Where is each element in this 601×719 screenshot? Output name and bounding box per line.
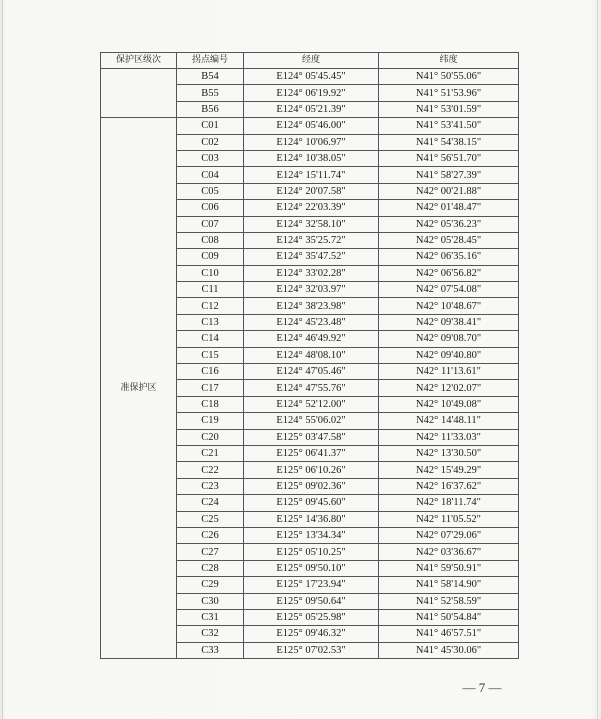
longitude-cell: E124° 35'47.52" — [244, 249, 379, 265]
longitude-cell: E125° 09'45.60" — [244, 495, 379, 511]
point-id-cell: C04 — [177, 167, 244, 183]
latitude-cell: N42° 13'30.50" — [379, 445, 519, 461]
longitude-cell: E124° 33'02.28" — [244, 265, 379, 281]
point-id-cell: C27 — [177, 544, 244, 560]
longitude-cell: E124° 52'12.00" — [244, 396, 379, 412]
longitude-cell: E125° 17'23.94" — [244, 577, 379, 593]
latitude-cell: N42° 06'35.16" — [379, 249, 519, 265]
latitude-cell: N41° 45'30.06" — [379, 642, 519, 658]
point-id-cell: C15 — [177, 347, 244, 363]
longitude-cell: E124° 48'08.10" — [244, 347, 379, 363]
longitude-cell: E125° 05'25.98" — [244, 609, 379, 625]
coordinates-table — [100, 52, 519, 659]
header-protection-level: 保护区级次 — [101, 53, 177, 69]
latitude-cell: N42° 11'05.52" — [379, 511, 519, 527]
longitude-cell: E124° 05'46.00" — [244, 118, 379, 134]
point-id-cell: C08 — [177, 232, 244, 248]
zone-cell-quasi-protection: 准保护区 — [101, 118, 177, 659]
latitude-cell: N42° 09'08.70" — [379, 331, 519, 347]
longitude-cell: E124° 38'23.98" — [244, 298, 379, 314]
longitude-cell: E124° 46'49.92" — [244, 331, 379, 347]
point-id-cell: C11 — [177, 282, 244, 298]
zone-cell-upper — [101, 69, 177, 118]
longitude-cell: E124° 47'55.76" — [244, 380, 379, 396]
longitude-cell: E124° 15'11.74" — [244, 167, 379, 183]
latitude-cell: N42° 09'38.41" — [379, 314, 519, 330]
longitude-cell: E124° 22'03.39" — [244, 200, 379, 216]
longitude-cell: E125° 09'02.36" — [244, 478, 379, 494]
point-id-cell: C06 — [177, 200, 244, 216]
point-id-cell: C05 — [177, 183, 244, 199]
longitude-cell: E125° 14'36.80" — [244, 511, 379, 527]
point-id-cell: C03 — [177, 150, 244, 166]
latitude-cell: N42° 16'37.62" — [379, 478, 519, 494]
point-id-cell: C28 — [177, 560, 244, 576]
longitude-cell: E124° 05'45.45" — [244, 69, 379, 85]
header-point-id: 拐点编号 — [177, 53, 244, 69]
latitude-cell: N41° 50'55.06" — [379, 69, 519, 85]
latitude-cell: N42° 11'13.61" — [379, 364, 519, 380]
point-id-cell: C13 — [177, 314, 244, 330]
point-id-cell: B55 — [177, 85, 244, 101]
point-id-cell: C29 — [177, 577, 244, 593]
point-id-cell: C07 — [177, 216, 244, 232]
latitude-cell: N41° 46'57.51" — [379, 626, 519, 642]
point-id-cell: C25 — [177, 511, 244, 527]
point-id-cell: C30 — [177, 593, 244, 609]
latitude-cell: N42° 05'28.45" — [379, 232, 519, 248]
longitude-cell: E125° 07'02.53" — [244, 642, 379, 658]
longitude-cell: E124° 47'05.46" — [244, 364, 379, 380]
longitude-cell: E124° 10'38.05" — [244, 150, 379, 166]
point-id-cell: C17 — [177, 380, 244, 396]
point-id-cell: C18 — [177, 396, 244, 412]
latitude-cell: N42° 11'33.03" — [379, 429, 519, 445]
latitude-cell: N41° 56'51.70" — [379, 150, 519, 166]
point-id-cell: C09 — [177, 249, 244, 265]
longitude-cell: E124° 55'06.02" — [244, 413, 379, 429]
longitude-cell: E124° 32'58.10" — [244, 216, 379, 232]
latitude-cell: N41° 58'14.90" — [379, 577, 519, 593]
latitude-cell: N42° 00'21.88" — [379, 183, 519, 199]
longitude-cell: E125° 09'46.32" — [244, 626, 379, 642]
latitude-cell: N41° 59'50.91" — [379, 560, 519, 576]
longitude-cell: E124° 35'25.72" — [244, 232, 379, 248]
longitude-cell: E124° 20'07.58" — [244, 183, 379, 199]
point-id-cell: C26 — [177, 527, 244, 543]
scan-edge-right — [597, 0, 598, 719]
latitude-cell: N42° 15'49.29" — [379, 462, 519, 478]
point-id-cell: C12 — [177, 298, 244, 314]
latitude-cell: N42° 03'36.67" — [379, 544, 519, 560]
point-id-cell: C14 — [177, 331, 244, 347]
point-id-cell: C22 — [177, 462, 244, 478]
latitude-cell: N42° 09'40.80" — [379, 347, 519, 363]
longitude-cell: E124° 10'06.97" — [244, 134, 379, 150]
latitude-cell: N41° 52'58.59" — [379, 593, 519, 609]
longitude-cell: E125° 09'50.10" — [244, 560, 379, 576]
latitude-cell: N41° 58'27.39" — [379, 167, 519, 183]
latitude-cell: N42° 07'54.08" — [379, 282, 519, 298]
latitude-cell: N42° 01'48.47" — [379, 200, 519, 216]
point-id-cell: C21 — [177, 445, 244, 461]
point-id-cell: C16 — [177, 364, 244, 380]
point-id-cell: C20 — [177, 429, 244, 445]
longitude-cell: E125° 09'50.64" — [244, 593, 379, 609]
longitude-cell: E124° 32'03.97" — [244, 282, 379, 298]
header-latitude: 纬度 — [379, 53, 519, 69]
header-longitude: 经度 — [244, 53, 379, 69]
point-id-cell: B56 — [177, 101, 244, 117]
point-id-cell: C19 — [177, 413, 244, 429]
scan-edge-left — [2, 0, 3, 719]
longitude-cell: E124° 45'23.48" — [244, 314, 379, 330]
page-number: — 7 — — [462, 680, 502, 695]
point-id-cell: C23 — [177, 478, 244, 494]
latitude-cell: N41° 53'01.59" — [379, 101, 519, 117]
latitude-cell: N42° 18'11.74" — [379, 495, 519, 511]
longitude-cell: E125° 05'10.25" — [244, 544, 379, 560]
longitude-cell: E125° 06'41.37" — [244, 445, 379, 461]
latitude-cell: N42° 14'48.11" — [379, 413, 519, 429]
point-id-cell: B54 — [177, 69, 244, 85]
latitude-cell: N42° 12'02.07" — [379, 380, 519, 396]
longitude-cell: E124° 05'21.39" — [244, 101, 379, 117]
longitude-cell: E125° 13'34.34" — [244, 527, 379, 543]
latitude-cell: N42° 10'49.08" — [379, 396, 519, 412]
point-id-cell: C24 — [177, 495, 244, 511]
point-id-cell: C01 — [177, 118, 244, 134]
latitude-cell: N41° 51'53.96" — [379, 85, 519, 101]
latitude-cell: N42° 06'56.82" — [379, 265, 519, 281]
table-body — [101, 69, 519, 659]
point-id-cell: C10 — [177, 265, 244, 281]
point-id-cell: C02 — [177, 134, 244, 150]
latitude-cell: N42° 10'48.67" — [379, 298, 519, 314]
longitude-cell: E124° 06'19.92" — [244, 85, 379, 101]
longitude-cell: E125° 03'47.58" — [244, 429, 379, 445]
point-id-cell: C31 — [177, 609, 244, 625]
latitude-cell: N41° 54'38.15" — [379, 134, 519, 150]
latitude-cell: N42° 05'36.23" — [379, 216, 519, 232]
latitude-cell: N41° 53'41.50" — [379, 118, 519, 134]
table-row — [101, 69, 519, 85]
longitude-cell: E125° 06'10.26" — [244, 462, 379, 478]
latitude-cell: N41° 50'54.84" — [379, 609, 519, 625]
table-row — [101, 118, 519, 134]
table-header-row — [101, 53, 519, 69]
point-id-cell: C33 — [177, 642, 244, 658]
point-id-cell: C32 — [177, 626, 244, 642]
latitude-cell: N42° 07'29.06" — [379, 527, 519, 543]
